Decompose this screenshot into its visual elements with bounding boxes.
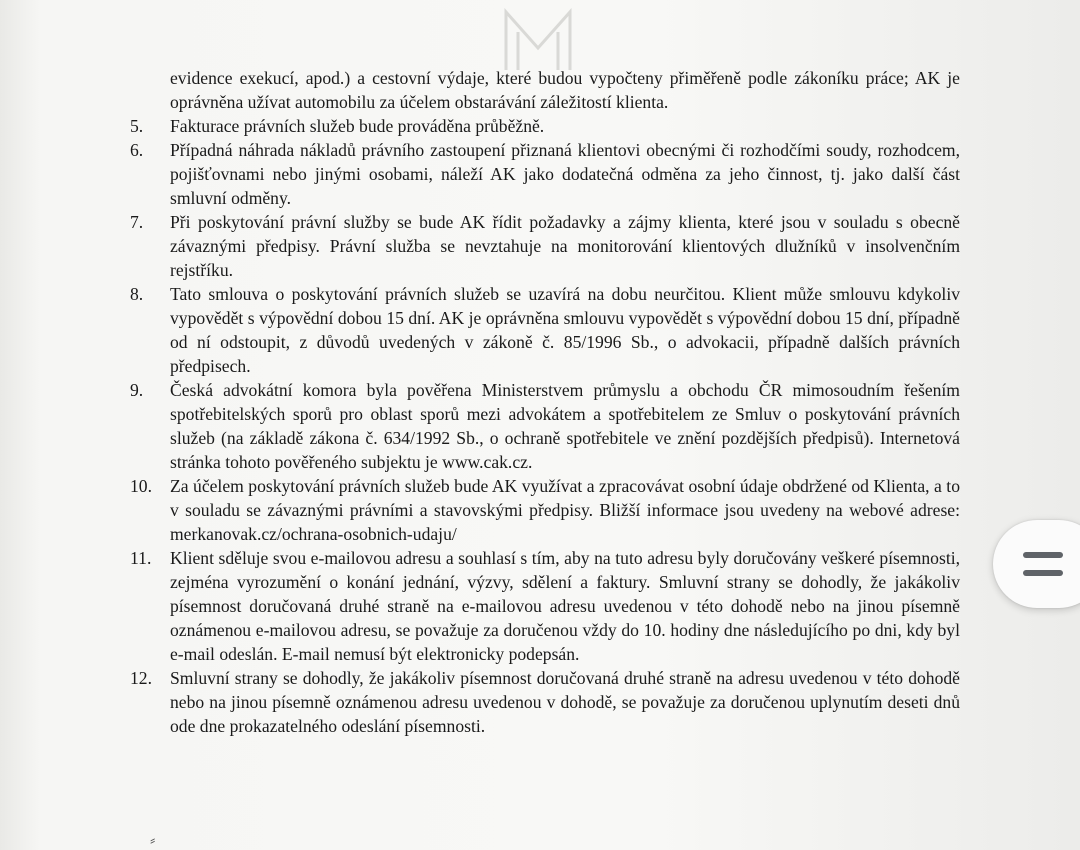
item-text: Česká advokátní komora byla pověřena Ministerstvem průmyslu a obchodu ČR mimosoudním řešením spotřebitelských sporů pro oblast sporů mezi advokátem a spotřebitelem ze Smluv o poskytování právních služeb (na základě zákona č. 634/1992 Sb., o ochraně spotřebitele ve znění pozdějších předpisů). Internetová stránka tohoto pověřeného subjektu je www.cak.cz. [170, 380, 960, 472]
item-number: 11. [130, 548, 152, 568]
item-text: evidence exekucí, apod.) a cestovní výdaje, které budou vypočteny přiměřeně podle zákoníku práce; AK je oprávněna užívat automobilu za účelem obstarávání záležitostí klienta. [170, 68, 960, 112]
item-number: 7. [130, 212, 144, 232]
item-number: 6. [130, 140, 144, 160]
pencil-mark: ⸗ [150, 832, 156, 849]
item-text: Klient sděluje svou e-mailovou adresu a souhlasí s tím, aby na tuto adresu byly doručovány veškeré písemnosti, zejména vyrozumění o konání jednání, výzvy, sdělení a faktury. Smluvní strany se dohodly, že jakákoliv písemnost doručovaná druhé straně na e-mailovou adresu uvedenou v této dohodě nebo na jinou písemně oznámenou e-mailovou adresu, se považuje za doručenou vždy do 10. hodiny dne následujícího po dni, kdy byl e-mail odeslán. E-mail nemusí být elektronicky podepsán. [170, 548, 960, 664]
contract-text [130, 66, 960, 738]
item-text: Smluvní strany se dohodly, že jakákoliv písemnost doručovaná druhé straně na adresu uvedenou v této dohodě nebo na jinou písemně oznámenou adresu uvedenou v dohodě, se považuje za doručenou uplynutím deseti dnů ode dne prokazatelného odeslání písemnosti. [170, 668, 960, 736]
list-item [130, 666, 960, 738]
item-number: 12. [130, 668, 152, 688]
list-item [130, 546, 960, 666]
list-item [130, 378, 960, 474]
list-item [130, 210, 960, 282]
item-text: Fakturace právních služeb bude prováděna průběžně. [170, 116, 545, 136]
menu-button[interactable] [993, 520, 1080, 608]
list-item [130, 282, 960, 378]
item-number: 8. [130, 284, 144, 304]
menu-icon [1023, 552, 1063, 558]
item-number: 10. [130, 476, 152, 496]
list-item [130, 474, 960, 546]
item-text: Tato smlouva o poskytování právních služeb se uzavírá na dobu neurčitou. Klient může smlouvu kdykoliv vypovědět s výpovědní dobou 15 dní. AK je oprávněna smlouvu vypovědět s výpovědní dobou 15 dní, případně od ní odstoupit, z důvodů uvedených v zákoně č. 85/1996 Sb., o advokacii, případně dalších právních předpisech. [170, 284, 960, 376]
item-text: Případná náhrada nákladů právního zastoupení přiznaná klientovi obecnými či rozhodčími soudy, rozhodcem, pojišťovnami nebo jinými osobami, náleží AK jako dodatečná odměna za jeho činnost, tj. jako další část smluvní odměny. [170, 140, 960, 208]
menu-icon [1023, 570, 1063, 576]
list-item [130, 66, 960, 114]
item-number: 9. [130, 380, 144, 400]
item-number: 5. [130, 116, 144, 136]
item-text: Za účelem poskytování právních služeb bude AK využívat a zpracovávat osobní údaje obdržené od Klienta, a to v souladu se závaznými právními a stavovskými předpisy. Bližší informace jsou uvedeny na webové adrese: merkanovak.cz/ochrana-osobnich-udaju/ [170, 476, 960, 544]
list-item [130, 114, 960, 138]
logo-watermark-icon [498, 8, 578, 74]
item-text: Při poskytování právní služby se bude AK řídit požadavky a zájmy klienta, které jsou v souladu s obecně závaznými předpisy. Právní služba se nevztahuje na monitorování klientových dlužníků v insolvenčním rejstříku. [170, 212, 960, 280]
list-item [130, 138, 960, 210]
